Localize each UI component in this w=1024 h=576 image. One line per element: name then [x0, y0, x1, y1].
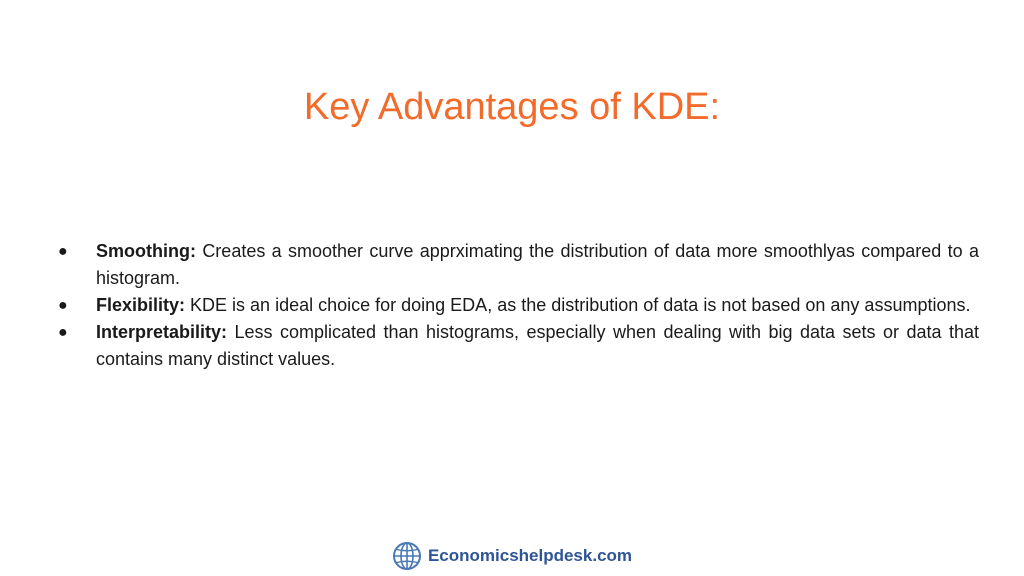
- slide-title: Key Advantages of KDE:: [303, 86, 721, 129]
- bullet-text: Less complicated than histograms, especially when dealing with big data sets or data that contains many distinct values.: [96, 322, 979, 369]
- bullet-list: [58, 238, 979, 373]
- footer: [0, 540, 1024, 572]
- globe-icon: [392, 541, 422, 571]
- bullet-text: Creates a smoother curve apprximating the distribution of data more smoothlyas compared to a histogram.: [96, 241, 979, 288]
- bullet-marker: ●: [58, 324, 68, 341]
- bullet-term: Interpretability:: [96, 322, 235, 342]
- bullet-item-interpretability: [58, 319, 979, 373]
- bullet-item-flexibility: [58, 292, 979, 319]
- brand-name: Economicshelpdesk.com: [427, 546, 633, 565]
- bullet-term: Flexibility:: [96, 295, 191, 315]
- bullet-marker: ●: [58, 243, 68, 260]
- bullet-term: Smoothing:: [96, 241, 203, 261]
- bullet-item-smoothing: [58, 238, 979, 292]
- bullet-marker: ●: [58, 297, 68, 314]
- bullet-text: KDE is an ideal choice for doing EDA, as the distribution of data is not based on any assumptions.: [190, 295, 971, 315]
- footer-brand-block: [392, 541, 632, 571]
